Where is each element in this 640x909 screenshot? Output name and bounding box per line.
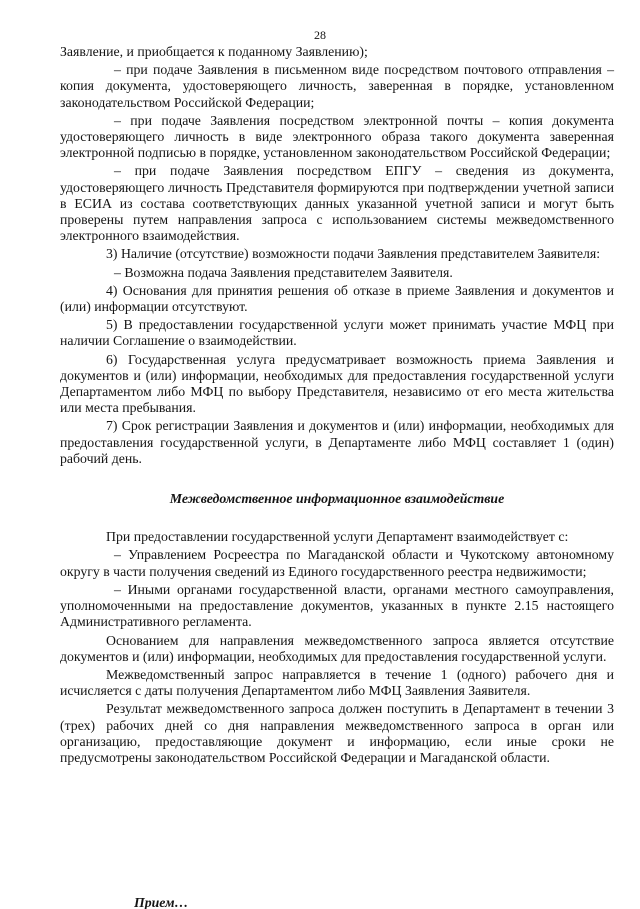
paragraph: 6) Государственная услуга предусматривает возможность приема Заявления и документов и (или) информации, необходимых для предоставления государственной услуги Департаментом либо МФЦ по выбору Представителя, независимо от его места жительства или места пребывания. [60,351,614,416]
paragraph: Основанием для направления межведомственного запроса является отсутствие документов и (или) информации, необходимых для предоставления государственной услуги. [60,632,614,664]
paragraph: – Управлением Росреестра по Магаданской области и Чукотскому автономному округу в части получения сведений из Единого государственного реестра недвижимости; [60,547,614,579]
paragraph: 4) Основания для принятия решения об отказе в приеме Заявления и документов и (или) информации отсутствуют. [60,282,614,315]
paragraph: 7) Срок регистрации Заявления и документов и (или) информации, необходимых для предоставления государственной услуги, в Департаменте либо МФЦ составляет 1 (один) рабочий день. [60,418,614,466]
paragraph: Межведомственный запрос направляется в течение 1 (одного) рабочего дня и исчисляется с даты получения Департаментом либо МФЦ Заявления Заявителя. [60,666,614,699]
section-heading: Межведомственное информационное взаимодействие [169,491,505,507]
paragraph: Результат межведомственного запроса должен поступить в Департамент в течении 3 (трех) рабочих дней со дня направления межведомственного запроса в орган или организацию, предоставляющие документ и информацию, если иные сроки не предусмотрены законодательством Российской Федерации и Магаданской области. [60,701,614,765]
page-number: 28 [314,28,326,42]
document-body [60,44,614,768]
paragraph: 3) Наличие (отсутствие) возможности подачи Заявления представителем Заявителя: [106,246,601,262]
paragraph: – при подаче Заявления посредством электронной почты – копия документа удостоверяющего личность в виде электронного образа такого документа заверенная электронной подписью в порядке, установленном законодательством Российской Федерации; [60,112,614,161]
paragraph: – при подаче Заявления посредством ЕПГУ – сведения из документа, удостоверяющего личность Представителя формируются при подтверждении учетной записи в ЕСИА из состава соответствующих данных указанной учетной записи и могут быть проверены путем направления запроса с использованием системы межведомственного электронного взаимодействия. [60,163,614,244]
paragraph: Заявление, и приобщается к поданному Заявлению); [60,44,368,59]
paragraph: При предоставлении государственной услуги Департамент взаимодействует с: [106,529,569,545]
paragraph: – при подаче Заявления в письменном виде посредством почтового отправления – копия документа, удостоверяющего личность, заверенная в порядке, установленном законодательством Российской Федерации; [60,62,614,110]
paragraph: – Возможна подача Заявления представителем Заявителя. [114,264,453,280]
paragraph: – Иными органами государственной власти, органами местного самоуправления, уполномоченными на предоставление документов, указанных в пункте 2.15 настоящего Административного регламента. [60,581,614,630]
paragraph: 5) В предоставлении государственной услуги может принимать участие МФЦ при наличии Соглашение о взаимодействии. [60,317,614,349]
next-heading-cutoff: Прием… [134,895,189,909]
